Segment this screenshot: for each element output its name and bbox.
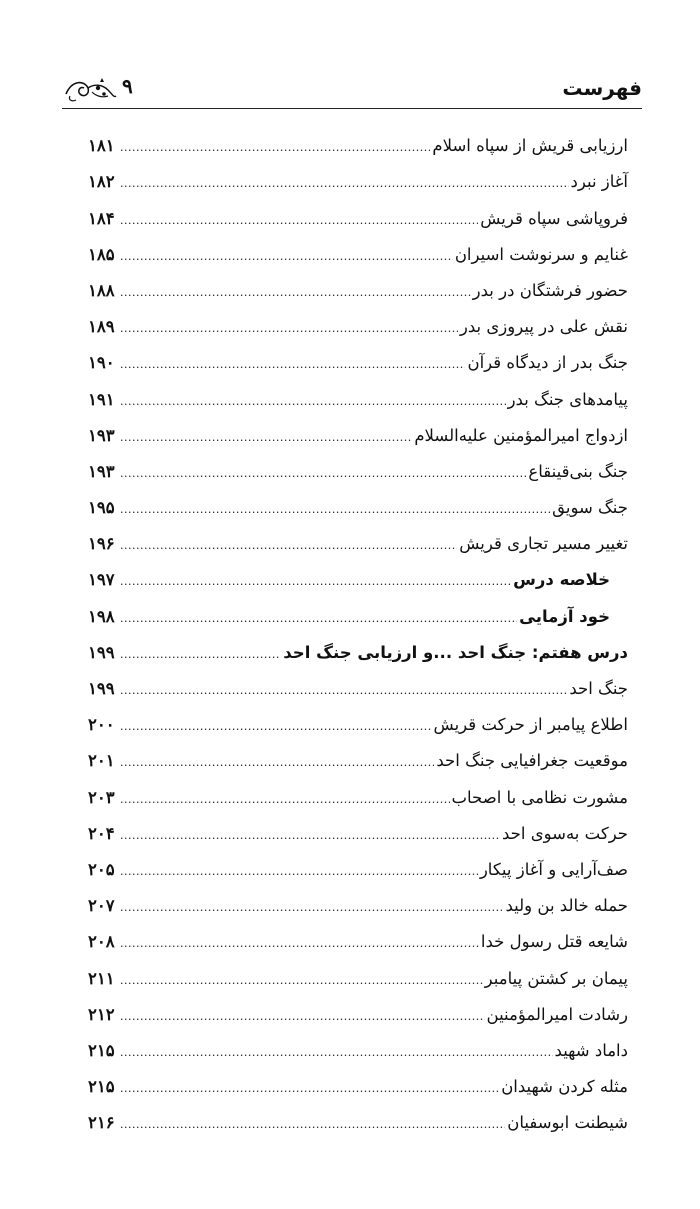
toc-entry-title: خلاصه درس xyxy=(513,570,610,590)
toc-entry-title: آغاز نبرد xyxy=(570,172,628,192)
page-title: فهرست xyxy=(562,76,642,100)
toc-entry-page: ۱۹۸ xyxy=(88,606,115,626)
toc-entry xyxy=(88,373,628,409)
toc-entry-title: درس هفتم: جنگ احد ...و ارزیابی جنگ احد xyxy=(283,642,628,662)
toc-entry xyxy=(88,410,628,446)
toc-entry-page: ۲۱۵ xyxy=(88,1077,115,1097)
toc-entry-title: فروپاشی سپاه قریش xyxy=(480,208,628,228)
toc-entry-title: تغییر مسیر تجاری قریش xyxy=(459,534,628,554)
toc-entry-page: ۱۹۰ xyxy=(88,353,115,373)
toc-entry xyxy=(88,446,628,482)
toc-entry-title: خود آزمایی xyxy=(519,606,610,626)
dot-leader xyxy=(120,540,457,551)
toc-entry xyxy=(88,880,628,916)
toc-entry-title: جنگ بدر از دیدگاه قرآن xyxy=(467,353,628,373)
toc-entry-page: ۲۰۴ xyxy=(88,823,115,843)
toc-entry xyxy=(88,337,628,373)
dot-leader xyxy=(120,757,434,768)
toc-entry-page: ۲۱۱ xyxy=(88,968,115,988)
toc-entry-page: ۱۸۱ xyxy=(88,136,115,156)
toc-entry-page: ۱۹۹ xyxy=(88,679,115,698)
toc-entry-page: ۲۰۷ xyxy=(88,896,115,916)
toc-entry xyxy=(88,1061,628,1097)
toc-entry-page: ۲۱۶ xyxy=(88,1113,115,1133)
toc-entry-title: شیطنت ابوسفیان xyxy=(507,1113,628,1133)
toc-entry-page: ۱۹۹ xyxy=(88,642,115,662)
dot-leader xyxy=(120,178,569,189)
dot-leader xyxy=(120,1119,505,1130)
toc-entry-page: ۲۰۸ xyxy=(88,932,115,952)
toc-entry-page: ۱۹۱ xyxy=(88,389,115,409)
page-number: ۹ xyxy=(122,74,133,98)
toc-entry-page: ۲۱۲ xyxy=(88,1004,115,1024)
toc-entry-title: غنایم و سرنوشت اسیران xyxy=(454,244,628,264)
toc-entry-title: نقش علی در پیروزی بدر xyxy=(459,317,628,337)
dot-leader xyxy=(120,721,432,732)
toc-entry-title: موقعیت جغرافیایی جنگ احد xyxy=(436,751,628,771)
dot-leader xyxy=(120,142,430,153)
toc-entry xyxy=(88,554,628,590)
toc-entry-page: ۲۰۵ xyxy=(88,859,115,879)
toc-entry-page: ۲۰۰ xyxy=(88,715,115,735)
toc-entry-title: ازدواج امیرالمؤمنین علیه‌السلام xyxy=(414,425,628,445)
dot-leader xyxy=(120,323,458,334)
toc-entry-page: ۱۹۳ xyxy=(88,425,115,445)
dot-leader xyxy=(120,685,567,696)
dot-leader xyxy=(120,287,471,298)
toc-entry xyxy=(88,229,628,265)
dot-leader xyxy=(120,251,453,262)
dot-leader xyxy=(120,975,483,986)
dot-leader xyxy=(120,504,550,515)
toc-entry xyxy=(88,1025,628,1061)
toc-entry-title: حضور فرشتگان در بدر xyxy=(472,280,628,300)
toc-entry-page: ۱۹۶ xyxy=(88,534,115,554)
toc-entry-title: حمله خالد بن ولید xyxy=(505,896,628,916)
toc-entry-title: حرکت به‌سوی احد xyxy=(502,823,628,843)
toc-entry-page: ۲۰۳ xyxy=(88,787,115,807)
toc-entry-page: ۲۰۱ xyxy=(88,751,115,771)
toc-entry-page: ۱۹۵ xyxy=(88,498,115,518)
toc-entry xyxy=(88,916,628,952)
dot-leader xyxy=(120,938,479,949)
dot-leader xyxy=(120,215,478,226)
toc-entry xyxy=(88,663,628,699)
toc-entry xyxy=(88,482,628,518)
toc-entry xyxy=(88,156,628,192)
toc-entry xyxy=(88,771,628,807)
toc-entry-title: رشادت امیرالمؤمنین xyxy=(486,1004,628,1024)
toc-entry-title: پیامدهای جنگ بدر xyxy=(507,389,628,409)
toc-entry xyxy=(88,699,628,735)
toc-entry-title: اطلاع پیامبر از حرکت قریش xyxy=(433,715,628,735)
toc-entry xyxy=(88,518,628,554)
floral-ornament-icon xyxy=(62,74,118,104)
toc-entry-page: ۱۸۵ xyxy=(88,244,115,264)
toc-entry xyxy=(88,590,628,626)
dot-leader xyxy=(120,866,478,877)
dot-leader xyxy=(120,613,517,624)
toc-entry xyxy=(88,265,628,301)
toc-entry-page: ۱۸۴ xyxy=(88,208,115,228)
toc-entry xyxy=(88,192,628,228)
toc-entry xyxy=(88,627,628,663)
dot-leader xyxy=(120,1047,553,1058)
dot-leader xyxy=(120,1011,485,1022)
toc-entry xyxy=(88,1097,628,1133)
toc-entry-title: مثله کردن شهیدان xyxy=(501,1077,628,1097)
toc-entry xyxy=(88,989,628,1025)
dot-leader xyxy=(120,468,526,479)
toc-entry xyxy=(88,735,628,771)
dot-leader xyxy=(120,902,504,913)
toc-entry xyxy=(88,120,628,156)
toc-entry-title: جنگ بنی‌قینقاع xyxy=(528,461,628,481)
dot-leader xyxy=(120,649,281,660)
toc-entry-page: ۲۱۵ xyxy=(88,1040,115,1060)
dot-leader xyxy=(120,396,506,407)
toc-entry-title: داماد شهید xyxy=(554,1040,628,1060)
dot-leader xyxy=(120,432,412,443)
page-header xyxy=(62,70,642,109)
toc-entry-page: ۱۹۳ xyxy=(88,461,115,481)
toc-entry-title: جنگ احد xyxy=(569,679,628,698)
toc-entry xyxy=(88,844,628,880)
toc-entry-title: جنگ سویق xyxy=(552,498,628,518)
toc-entry-title: پیمان بر کشتن پیامبر xyxy=(484,968,628,988)
toc-entry xyxy=(88,952,628,988)
toc-entry-page: ۱۸۹ xyxy=(88,317,115,337)
toc-entry-page: ۱۸۲ xyxy=(88,172,115,192)
dot-leader xyxy=(120,576,511,587)
toc-entry-title: شایعه قتل رسول خدا xyxy=(480,932,628,952)
table-of-contents xyxy=(88,120,628,1133)
dot-leader xyxy=(120,794,450,805)
toc-entry xyxy=(88,301,628,337)
toc-entry-title: صف‌آرایی و آغاز پیکار xyxy=(479,859,628,879)
toc-entry-page: ۱۹۷ xyxy=(88,570,115,590)
dot-leader xyxy=(120,359,465,370)
dot-leader xyxy=(120,1083,499,1094)
toc-entry-title: ارزیابی قریش از سپاه اسلام xyxy=(432,136,628,156)
toc-entry-page: ۱۸۸ xyxy=(88,280,115,300)
dot-leader xyxy=(120,830,500,841)
toc-entry xyxy=(88,808,628,844)
toc-entry-title: مشورت نظامی با اصحاب xyxy=(451,787,628,807)
